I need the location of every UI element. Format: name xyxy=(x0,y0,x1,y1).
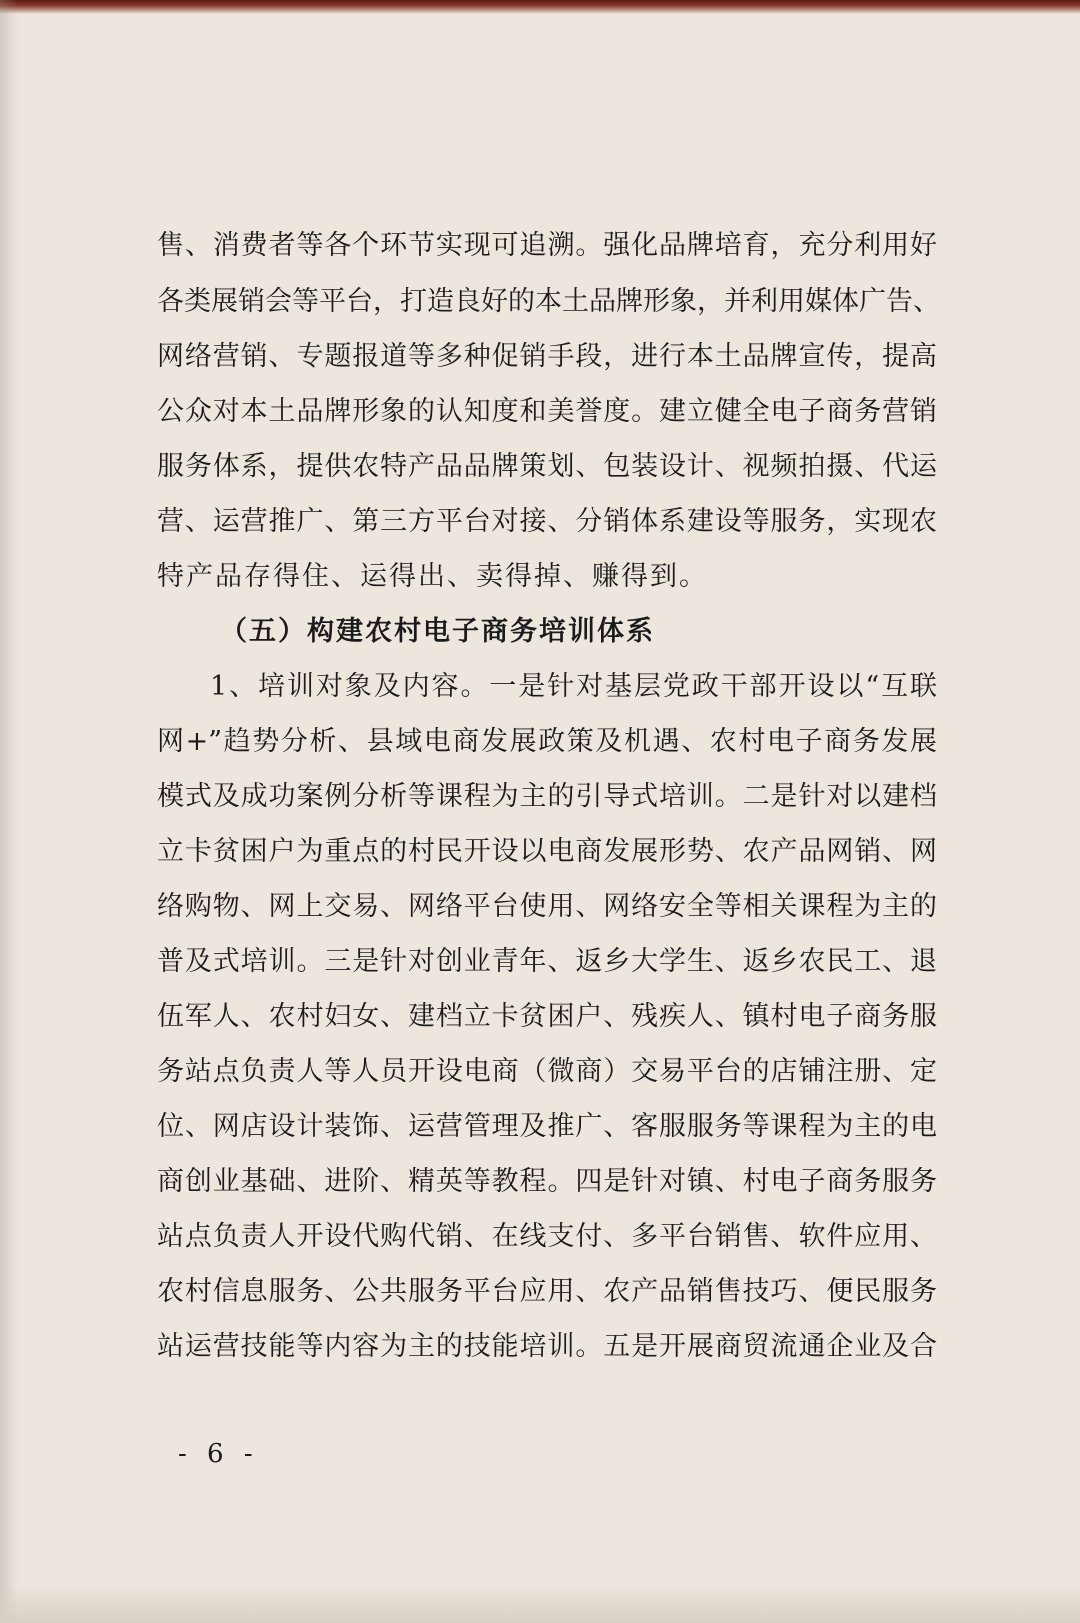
paragraph-first-line: 1、培训对象及内容。一是针对基层党政干部开设以“互联 xyxy=(210,671,937,702)
body-line: 站点负责人开设代购代销、在线支付、多平台销售、软件应用、 xyxy=(157,1221,937,1252)
body-line: 网+”趋势分析、县域电商发展政策及机遇、农村电子商务发展 xyxy=(157,726,937,757)
body-line: 农村信息服务、公共服务平台应用、农产品销售技巧、便民服务 xyxy=(157,1276,937,1307)
body-line: 服务体系，提供农特产品品牌策划、包装设计、视频拍摄、代运 xyxy=(157,451,937,482)
page-number: - 6 - xyxy=(178,1439,259,1469)
body-line: 模式及成功案例分析等课程为主的引导式培训。二是针对以建档 xyxy=(157,781,937,812)
body-line: 特产品存得住、运得出、卖得掉、赚得到。 xyxy=(157,561,708,592)
body-line: 务站点负责人等人员开设电商（微商）交易平台的店铺注册、定 xyxy=(157,1056,937,1087)
body-line: 营、运营推广、第三方平台对接、分销体系建设等服务，实现农 xyxy=(157,506,937,537)
body-line: 普及式培训。三是针对创业青年、返乡大学生、返乡农民工、退 xyxy=(157,946,937,977)
body-line: 网络营销、专题报道等多种促销手段，进行本土品牌宣传，提高 xyxy=(157,341,937,372)
body-line: 各类展销会等平台，打造良好的本土品牌形象，并利用媒体广告、 xyxy=(157,286,940,317)
section-heading: （五）构建农村电子商务培训体系 xyxy=(220,616,655,647)
body-line: 公众对本土品牌形象的认知度和美誉度。建立健全电子商务营销 xyxy=(157,396,937,427)
body-line: 售、消费者等各个环节实现可追溯。强化品牌培育，充分利用好 xyxy=(157,230,937,261)
body-line: 伍军人、农村妇女、建档立卡贫困户、残疾人、镇村电子商务服 xyxy=(157,1001,937,1032)
body-line: 商创业基础、进阶、精英等教程。四是针对镇、村电子商务服务 xyxy=(157,1166,937,1197)
body-line: 立卡贫困户为重点的村民开设以电商发展形势、农产品网销、网 xyxy=(157,836,937,867)
body-line: 位、网店设计装饰、运营管理及推广、客服服务等课程为主的电 xyxy=(157,1111,937,1142)
body-line: 站运营技能等内容为主的技能培训。五是开展商贸流通企业及合 xyxy=(157,1331,937,1362)
body-line: 络购物、网上交易、网络平台使用、网络安全等相关课程为主的 xyxy=(157,891,937,922)
